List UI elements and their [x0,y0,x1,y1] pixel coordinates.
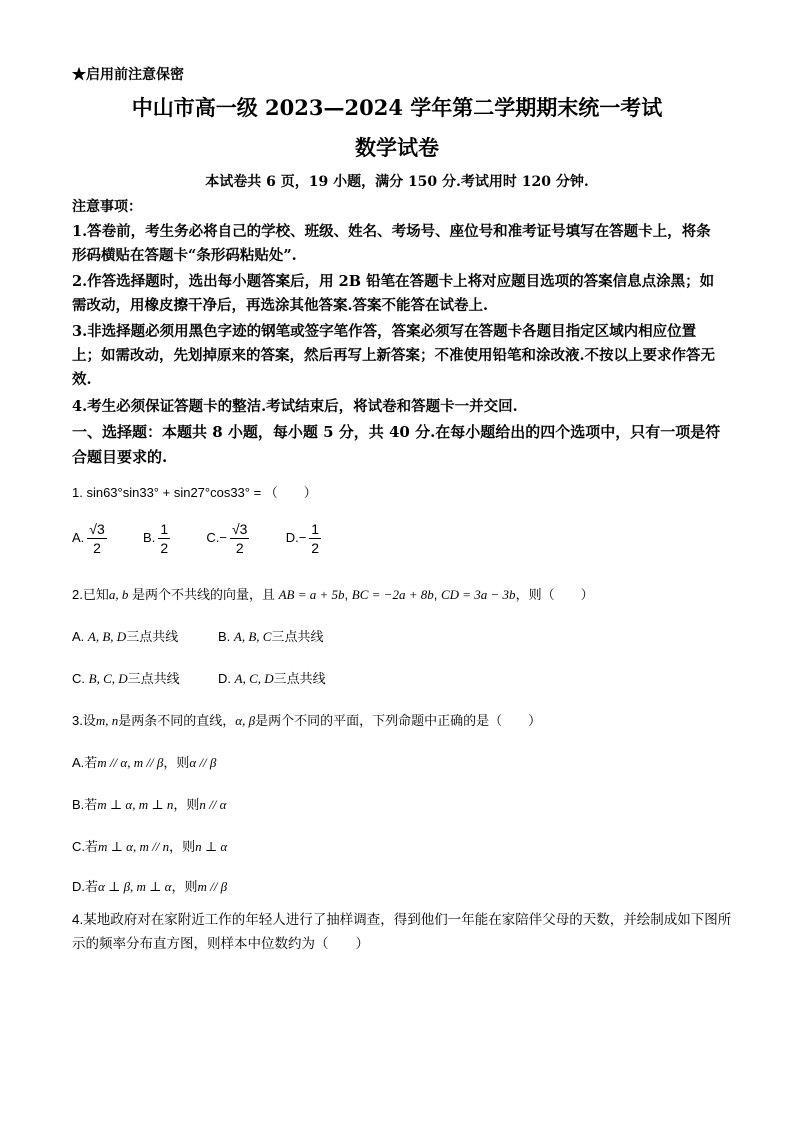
exam-title: 中山市高一级 2023—2024 学年第二学期期末统一考试 [131,95,663,120]
q1-option-d: D.− $\frac{1}{2}$ [285,521,320,556]
section-1-heading: 一、选择题：本题共 8 小题，每小题 5 分，共 40 分.在每小题给出的四个选项中，只有一项是符合题目要求的. [72,423,721,466]
q2-option-a: A. A, B, D三点共线 [72,629,179,644]
notes-heading: 注意事项： [72,199,142,215]
exam-info: 本试卷共 6 页，19 小题，满分 150 分.考试用时 120 分钟. [205,174,589,190]
fraction: $\frac{1}{2}$ [311,521,320,556]
note-item-3: 3.非选择题必须用黑色字迹的钢笔或签字笔作答，答案必须写在答题卡各题目指定区域内相应位置上；如需改动，先划掉原来的答案，然后再写上新答案；不准使用铅笔和涂改液.不按以上要求作答无效. [72,323,716,388]
q2-option-c: C. B, C, D三点共线 [72,671,180,686]
confidential-mark: ★启用前注意保密 [72,67,184,83]
question-2-stem: 2.已知a, b 是两个不共线的向量，且 AB = a + 5b, BC = −2a + 8b, CD = 3a − 3b，则（ ） [72,587,594,602]
note-item-2: 2.作答选择题时，选出每小题答案后，用 2B 铅笔在答题卡上将对应题目选项的答案信息点涂黑；如需改动，用橡皮擦干净后，再选涂其他答案.答案不能答在试卷上. [72,273,715,314]
q3-option-c: C.若m ⊥ α, m // n，则n ⊥ α [72,839,228,854]
fraction: $\frac{√3}{2}$ [231,521,248,556]
q1-option-a: A. $\frac{√3}{2}$ [72,521,105,556]
q2-option-d: D. A, C, D三点共线 [218,671,326,686]
fraction: $\frac{√3}{2}$ [89,521,105,556]
question-3-stem: 3.设m, n是两条不同的直线，α, β是两个不同的平面，下列命题中正确的是（ ） [72,713,542,728]
note-item-4: 4.考生必须保证答题卡的整洁.考试结束后，将试卷和答题卡一并交回. [72,398,518,415]
question-4-stem: 4.某地政府对在家附近工作的年轻人进行了抽样调查，得到他们一年能在家陪伴父母的天数，并绘制成如下图所示的频率分布直方图，则样本中位数约为（ ） [72,912,732,951]
fraction: $\frac{1}{2}$ [160,521,169,556]
q3-option-b: B.若m ⊥ α, m ⊥ n，则n // α [72,797,227,812]
q1-option-b: B. $\frac{1}{2}$ [143,521,169,556]
q2-option-b: B. A, B, C三点共线 [218,629,324,644]
question-1-stem: 1. sin63°sin33° + sin27°cos33° = （ ） [72,485,317,500]
note-item-1: 1.答卷前，考生务必将自己的学校、班级、姓名、考场号、座位号和准考证号填写在答题卡上，将条形码横贴在答题卡“条形码粘贴处”. [72,223,711,264]
q3-option-a: A.若m // α, m // β，则α // β [72,755,217,770]
q3-option-d: D.若α ⊥ β, m ⊥ α，则m // β [72,879,228,894]
question-1-options [72,520,324,557]
q1-option-c: C.− $\frac{√3}{2}$ [206,521,248,556]
exam-subtitle: 数学试卷 [355,135,439,160]
